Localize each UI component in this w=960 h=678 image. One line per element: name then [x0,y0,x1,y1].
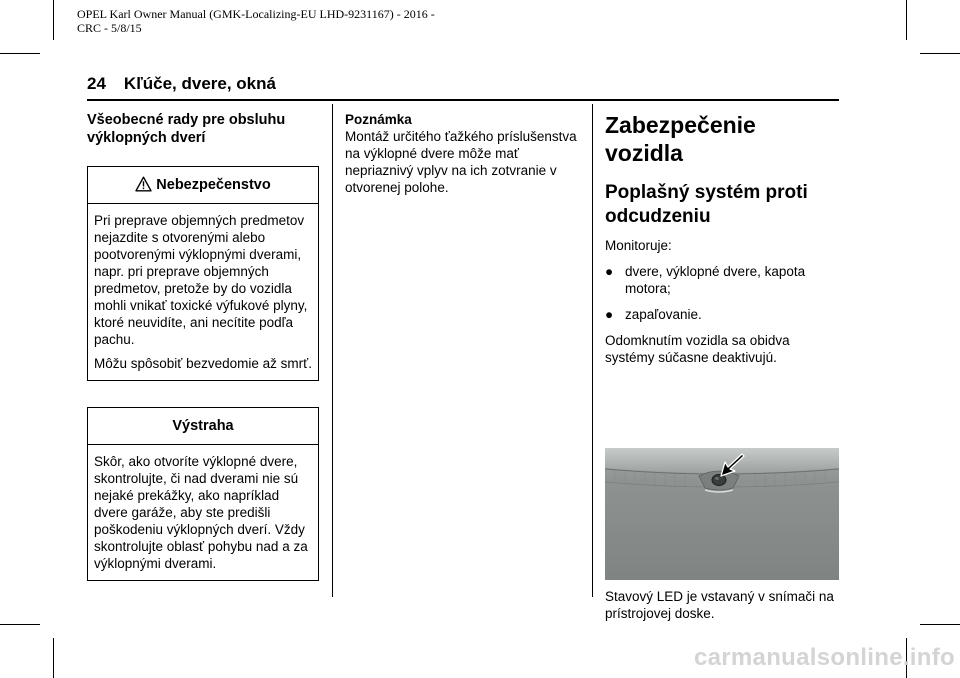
print-header [77,7,537,35]
danger-box-title: Nebezpečenstvo [156,177,271,193]
main-heading: Zabezpečenie vozidla [605,112,756,166]
middle-column [345,111,577,196]
crop-mark [920,624,960,625]
right-column [605,111,839,622]
bullet-icon: ● [605,264,614,279]
list-item-text: dvere, výklopné dvere, kapota motora; [625,264,806,296]
sub-heading: Poplašný systém proti odcudzeniu [605,182,808,227]
list-item-text: zapaľovanie. [625,307,702,322]
crop-mark [906,0,907,40]
watermark-text: carmanualsonline.info [693,644,955,671]
danger-text: Pri preprave objemných predmetov nejazdite s otvorenými alebo pootvorenými výklopnými dverami, napr. pri preprave objemných predmetov, pretože by do vozidla mohli vnikať toxické výfukové plyny, ktoré neuvidíte, ani necítite podľa pachu. [94,213,308,347]
warning-triangle-icon [135,170,152,206]
section-title: Kľúče, dvere, okná [123,74,276,93]
crop-mark [53,0,54,40]
heading-rule [87,99,839,101]
danger-box-body [88,204,318,380]
left-column [87,111,319,581]
intro-text: Monitoruje: [605,238,672,253]
print-header-line1: OPEL Karl Owner Manual (GMK-Localizing-EU LHD-9231167) - 2016 - [77,7,435,21]
crop-mark [0,624,40,625]
print-header-line2: CRC - 5/8/15 [77,21,142,35]
bullet-icon: ● [605,307,614,322]
dashboard-led-illustration [605,448,839,580]
crop-mark [0,53,40,54]
caution-box [87,407,319,581]
subsection-title [87,111,319,147]
column-divider [592,104,593,597]
deactivation-text: Odomknutím vozidla sa obidva systémy súčasne deaktivujú. [605,333,790,365]
subsection-title-line1: Všeobecné rady pre obsluhu [87,112,286,128]
list-item [605,263,839,297]
column-divider [332,104,333,597]
danger-text: Môžu spôsobiť bezvedomie až smrť. [94,356,312,371]
note-text: Montáž určitého ťažkého príslušenstva na výklopné dvere môže mať nepriaznivý vplyv na ich zotvranie v otvorenej polohe. [345,129,577,195]
subsection-title-line2: výklopných dverí [87,130,206,146]
list-item [605,306,839,323]
page-number: 24 [87,74,106,93]
monitor-list [605,263,839,323]
note-title: Poznámka [345,112,412,127]
danger-box-header [88,167,318,204]
danger-box [87,166,319,381]
caution-box-body [88,445,318,580]
page-heading [87,74,276,94]
crop-mark [920,53,960,54]
caution-text: Skôr, ako otvoríte výklopné dvere, skontrolujte, či nad dverami nie sú nejaké prekážky, ako napríklad dvere garáže, aby ste predišli poškodeniu výklopných dverí. Vždy skontrolujte oblasť pohybu nad a za výklopnými dverami. [94,454,308,571]
figure-caption: Stavový LED je vstavaný v snímači na prístrojovej doske. [605,589,834,621]
caution-box-header: Výstraha [88,408,318,445]
crop-mark [53,638,54,678]
